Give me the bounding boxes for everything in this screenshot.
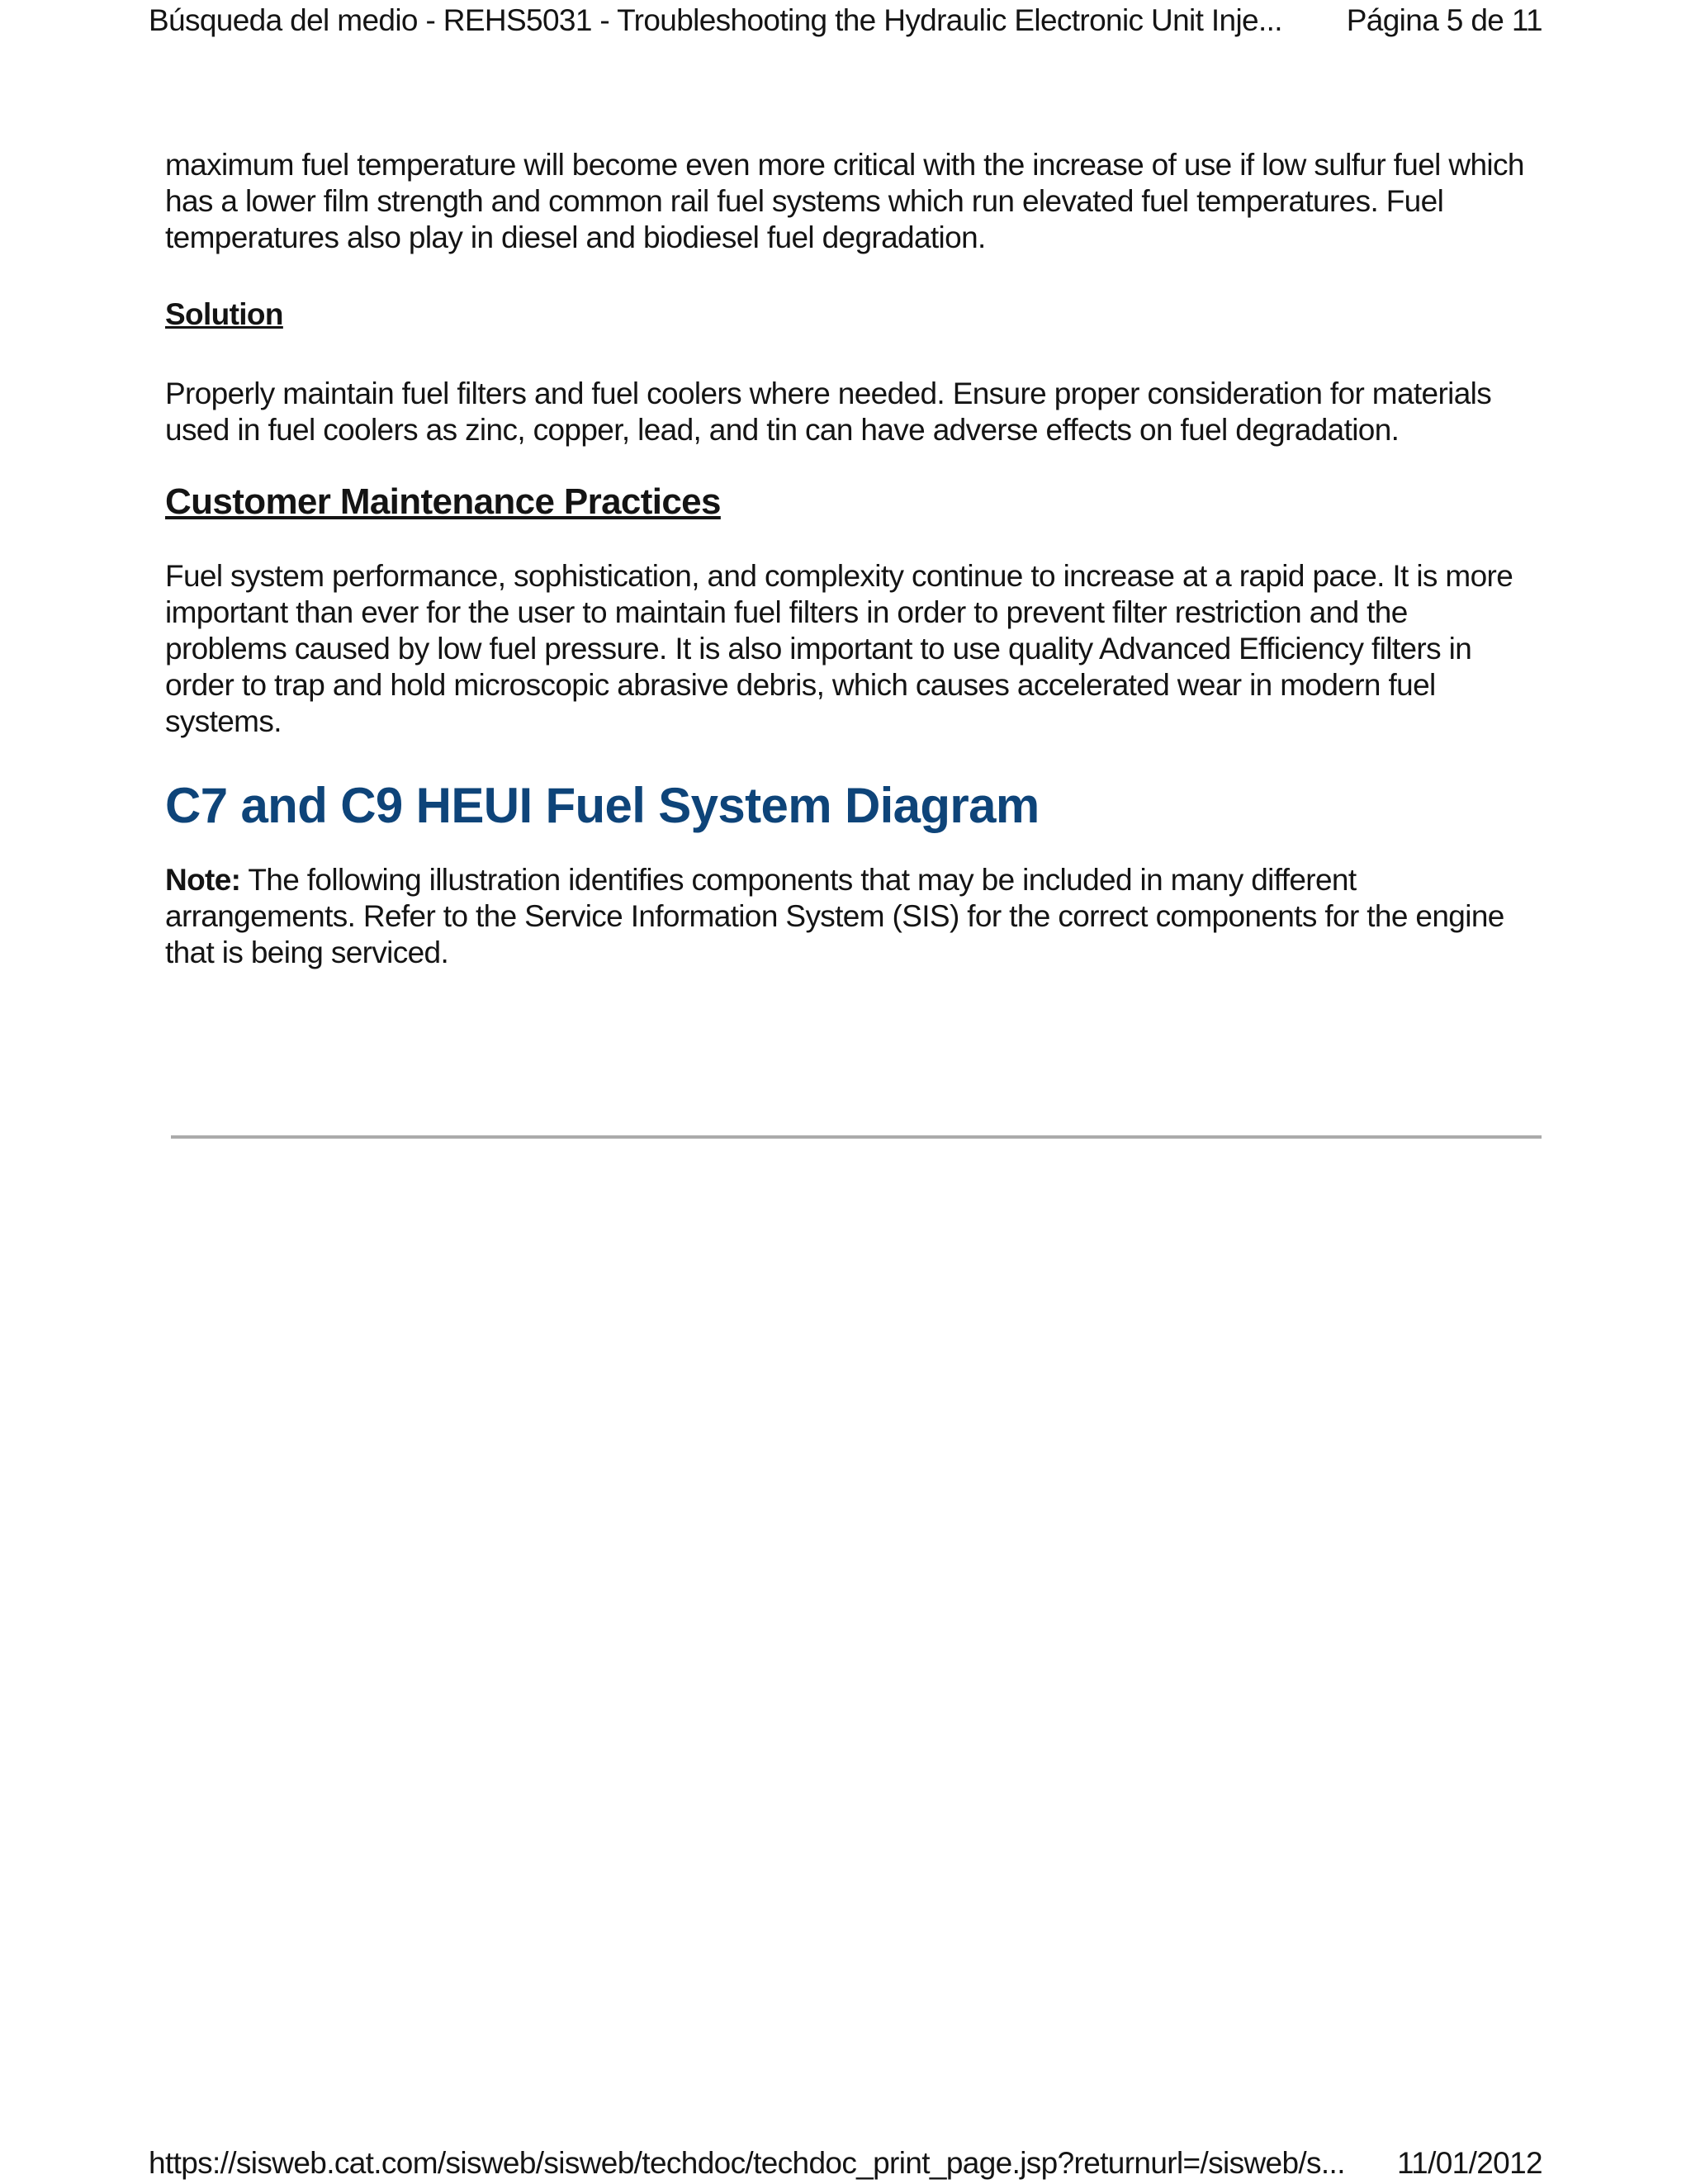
document-title: Búsqueda del medio - REHS5031 - Troubleshooting the Hydraulic Electronic Unit Inje...	[149, 3, 1282, 37]
page-number: Página 5 de 11	[1346, 3, 1542, 37]
document-body	[165, 147, 1536, 971]
page-header	[149, 0, 1542, 41]
intro-paragraph: maximum fuel temperature will become even more critical with the increase of use if low sulfur fuel which has a lower film strength and common rail fuel systems which run elevated fuel temperatures. Fuel temperatures also play in diesel and biodiesel fuel degradation.	[165, 148, 1524, 254]
note-label: Note:	[165, 863, 241, 897]
note-paragraph	[165, 862, 1536, 971]
print-date: 11/01/2012	[1396, 2146, 1542, 2180]
maintenance-heading: Customer Maintenance Practices	[165, 481, 721, 522]
maintenance-paragraph: Fuel system performance, sophistication, and complexity continue to increase at a rapid pace. It is more important than ever for the user to maintain fuel filters in order to prevent filter restriction and the problems caused by low fuel pressure. It is also important to use quality Advanced Efficiency filters in order to trap and hold microscopic abrasive debris, which causes accelerated wear in modern fuel systems.	[165, 559, 1513, 738]
solution-heading: Solution	[165, 297, 283, 331]
diagram-title: C7 and C9 HEUI Fuel System Diagram	[165, 778, 1040, 833]
page-footer	[149, 2143, 1542, 2184]
note-text: The following illustration identifies components that may be included in many different arrangements. Refer to the Service Information System (SIS) for the correct components for the engine that is being serviced.	[165, 863, 1504, 969]
horizontal-divider	[171, 1135, 1542, 1139]
source-url: https://sisweb.cat.com/sisweb/sisweb/techdoc/techdoc_print_page.jsp?returnurl=/sisweb/s...	[149, 2146, 1345, 2180]
solution-paragraph: Properly maintain fuel filters and fuel coolers where needed. Ensure proper consideration for materials used in fuel coolers as zinc, copper, lead, and tin can have adverse effects on fuel degradation.	[165, 377, 1492, 447]
